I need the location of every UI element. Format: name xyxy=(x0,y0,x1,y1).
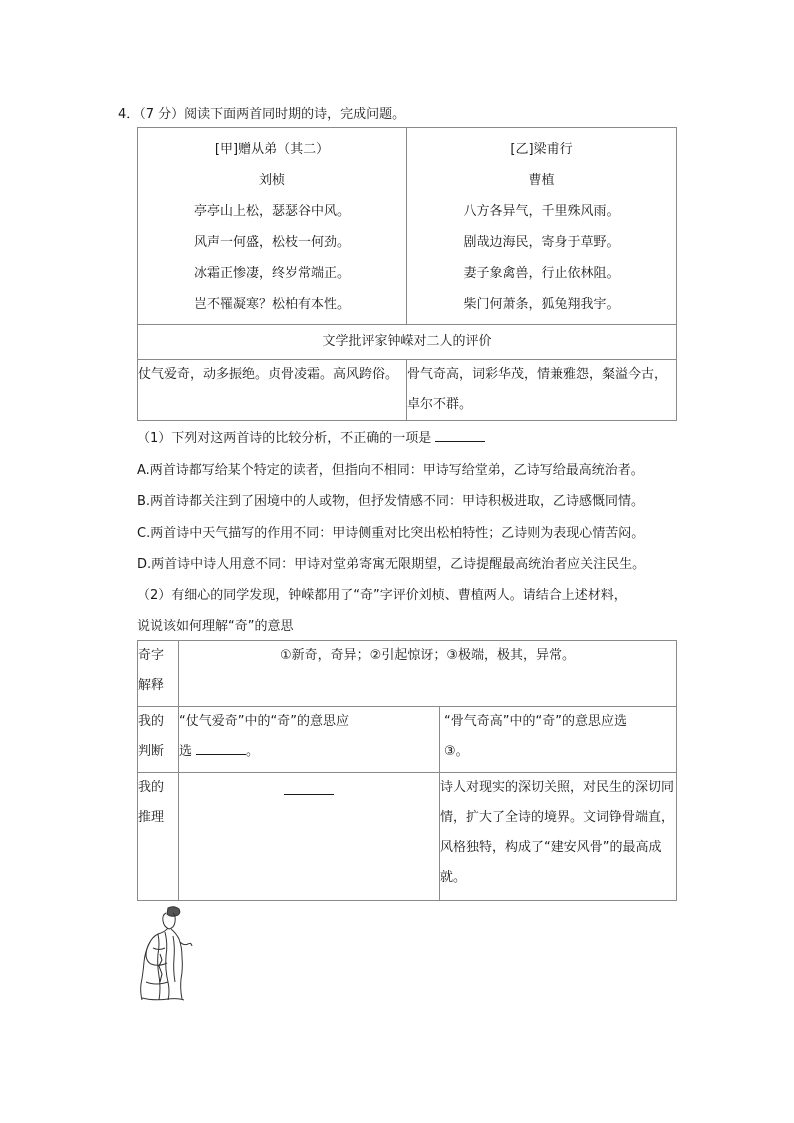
critic-cao: 骨气奇高，词彩华茂，情兼雅怨，粲溢今古，卓尔不群。 xyxy=(407,360,677,421)
judge-right-line1: “骨气奇高”中的“奇”的意思应选 xyxy=(444,714,627,729)
judge-right xyxy=(440,707,677,773)
sub2-prompt-line2: 说说该如何理解“奇”的意思 xyxy=(137,619,294,634)
poem-jia-line-1: 亭亭山上松，瑟瑟谷中风。 xyxy=(193,204,350,219)
judge-left xyxy=(179,707,440,773)
poem-yi xyxy=(407,128,677,325)
judge-left-blank[interactable] xyxy=(196,741,246,755)
critic-liu: 仗气爱奇，动多振绝。贞骨凌霜。高风跨俗。 xyxy=(138,360,407,421)
question-title: 4．（7 分）阅读下面两首同时期的诗，完成问题。 xyxy=(118,107,406,122)
poem-jia-line-2: 风声一何盛，松枝一何劲。 xyxy=(193,235,350,250)
option-d: D.两首诗中诗人用意不同：甲诗对堂弟寄寓无限期望，乙诗提醒最高统治者应关注民生。 xyxy=(137,557,646,572)
reason-left xyxy=(179,773,440,901)
poem-yi-line-2: 剧哉边海民，寄身于草野。 xyxy=(463,235,620,250)
sub2-prompt-line1: （2）有细心的同学发现，钟嵘都用了“奇”字评价刘桢、曹植两人。请结合上述材料， xyxy=(137,588,627,603)
poem-jia-title: [甲]赠从弟（其二） xyxy=(214,142,330,157)
poem-jia-author: 刘桢 xyxy=(258,173,285,188)
row-label-judge: 我的 判断 xyxy=(138,707,179,773)
poem-jia-line-4: 岂不罹凝寒？松柏有本性。 xyxy=(193,297,350,312)
option-c: C.两首诗中天气描写的作用不同：甲诗侧重对比突出松柏特性；乙诗则为表现心情苦闷。 xyxy=(137,526,645,541)
scholar-portrait-sketch-icon xyxy=(138,904,194,1002)
poem-yi-line-3: 妻子象禽兽，行止依林阻。 xyxy=(463,266,620,281)
poem-yi-author: 曹植 xyxy=(528,173,555,188)
poem-yi-line-4: 柴门何萧条，狐兔翔我宇。 xyxy=(463,297,620,312)
explain-table xyxy=(137,640,677,901)
reason-answer-blank[interactable] xyxy=(284,794,334,795)
reason-right: 诗人对现实的深切关照，对民生的深切同情，扩大了全诗的境界。文词铮骨端直，风格独特，构成了“建安风骨”的最高成就。 xyxy=(440,773,677,901)
sub1-answer-blank[interactable] xyxy=(435,428,485,442)
option-a: A.两首诗都写给某个特定的读者，但指向不相同：甲诗写给堂弟，乙诗写给最高统治者。 xyxy=(137,463,644,478)
sub1-prompt-line xyxy=(137,427,485,446)
judge-left-line1: “仗气爱奇”中的“奇”的意思应 xyxy=(179,714,349,729)
judge-left-line2: 选 。 xyxy=(179,737,439,767)
sub1-prompt: （1）下列对这两首诗的比较分析，不正确的一项是 xyxy=(137,431,432,446)
critic-header: 文学批评家钟嵘对二人的评价 xyxy=(138,325,677,360)
row-label-meaning: 奇字 解释 xyxy=(138,641,179,707)
poem-yi-line-1: 八方各异气，千里殊风雨。 xyxy=(463,204,620,219)
row-label-reason: 我的 推理 xyxy=(138,773,179,901)
poem-jia xyxy=(138,128,407,325)
poem-jia-line-3: 冰霜正惨凄，终岁常端正。 xyxy=(193,266,350,281)
poems-table xyxy=(137,127,677,421)
poem-yi-title: [乙]梁甫行 xyxy=(510,142,573,157)
option-b: B.两首诗都关注到了困境中的人或物，但抒发情感不同：甲诗积极进取，乙诗感慨同情。 xyxy=(137,494,645,509)
judge-right-line2: ③。 xyxy=(444,744,469,759)
meanings-list: ①新奇，奇异；②引起惊讶；③极端，极其，异常。 xyxy=(179,641,677,707)
